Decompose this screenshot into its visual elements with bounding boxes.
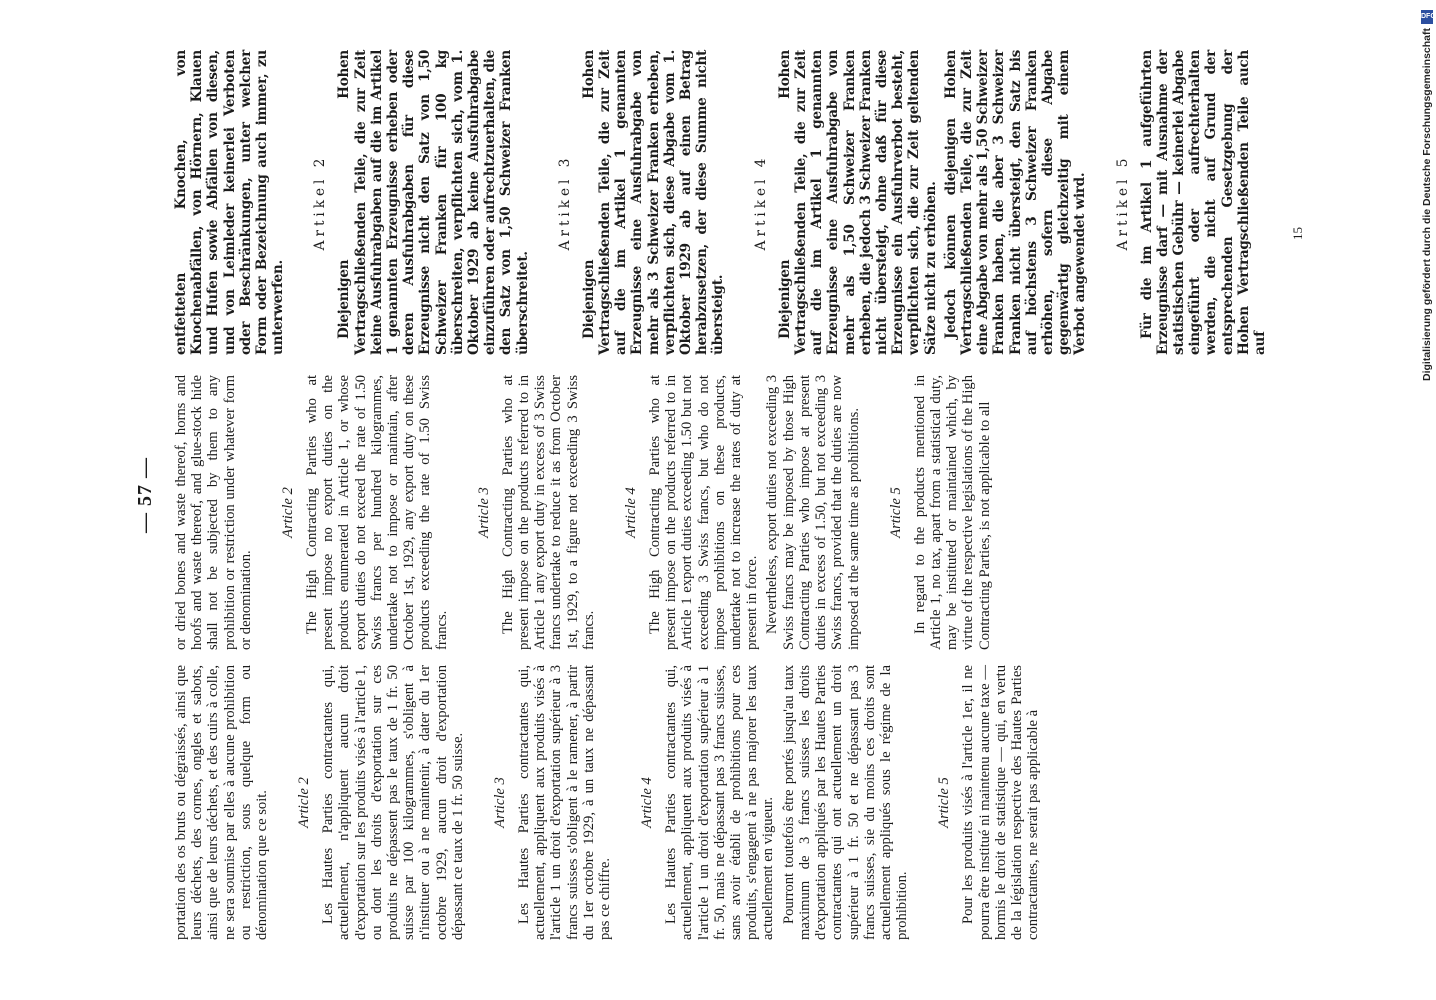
german-column [173, 50, 1308, 355]
english-paragraph: Nevertheless, export duties not exceeding 3 Swiss francs may be imposed by those High Contracting Parties who impose at present duties in excess of 1.50, but not exceeding 3 Swiss francs, provided that the duties are now imposed at the same time as prohibitions. [764, 375, 862, 650]
german-paragraph: Jedoch können diejenigen Hohen Vertragschließenden Teile, die zur Zeit eine Abgabe von mehr als 1,50 Schweizer Franken haben, die aber 3 Schweizer Franken nicht übersteigt, den Satz bis auf höchstens 3 Schweizer Franken erhöhen, sofern diese Abgabe gegenwärtig gleichzeitig mit einem Verbot angewendet wird. [942, 50, 1089, 355]
german-page-number: 15 [1290, 227, 1305, 240]
page-header: — 57 — [134, 457, 156, 533]
english-article-heading: Article 2 [280, 487, 297, 538]
dfg-logo: DFG [1421, 10, 1433, 24]
french-article-heading: Article 2 [296, 777, 313, 828]
french-paragraph: Pour les produits visés à l'article 1er, il ne pourra être institué ni maintenu aucune taxe — hormis le droit de statistique — qui, en vertu de la législation respective des Hautes Parties contractantes, ne serait pas applicable à [960, 665, 1042, 940]
german-article-heading: Artikel 4 [752, 154, 769, 251]
credit-text: Digitalisierung gefördert durch die Deutsche Forschungsgemeinschaft [1421, 28, 1433, 381]
english-column [173, 375, 1308, 650]
german-article-heading: Artikel 5 [1114, 154, 1131, 251]
english-paragraph: The High Contracting Parties who at present impose on the products referred to in Article 1 export duties exceeding 1.50 but not exceeding 3 Swiss francs, but who do not impose prohibitions on these products, undertake not to increase the rates of duty at present in force. [647, 375, 761, 650]
french-article-heading: Article 5 [936, 777, 953, 828]
french-article-heading: Article 3 [492, 777, 509, 828]
french-paragraph: Les Hautes Parties contractantes qui, actuellement, appliquent aux produits visés à l'article 1 un droit d'exportation supérieur à 3 francs suisses s'obligent à le ramener, à partir du 1er octobre 1929, à un taux ne dépassant pas ce chiffre. [516, 665, 614, 940]
english-article-heading: Article 4 [623, 487, 640, 538]
french-paragraph: Les Hautes Parties contractantes qui, actuellement, appliquent aux produits visés à l'article 1 un droit d'exportation supérieur à 1 fr. 50, mais ne dépassant pas 3 francs suisses, sans avoir établi de prohibitions pour ces produits, s'engagent à ne pas majorer les taux actuellement en vigueur. [663, 665, 777, 940]
digitization-credit [1420, 13, 1436, 988]
french-paragraph: Pourront toutefois être portés jusqu'au taux maximum de 3 francs suisses les droits d'exportation appliqués par les Hautes Parties contractantes qui ont actuellement un droit supérieur à 1 fr. 50 et ne dépassant pas 3 francs suisses, sie du moins ces droits sont actuellement appliqués sous le régime de la prohibition. [780, 665, 911, 940]
english-paragraph: The High Contracting Parties who at present impose on the products referred to in Article 1 any export duty in excess of 3 Swiss francs undertake to reduce it as from October 1st, 1929, to a figure not exceeding 3 Swiss francs. [499, 375, 597, 650]
english-paragraph: The High Contracting Parties who at present impose no export duties on the products enumerated in Article 1, or whose export duties do not exceed the rate of 1.50 Swiss francs per hundred kilogrammes, undertake not to impose or maintain, after October 1st, 1929, any export duty on these products exceeding the rate of 1.50 Swiss francs. [304, 375, 450, 650]
french-article-heading: Article 4 [639, 777, 656, 828]
french-paragraph: portation des os bruts ou dégraissés, ainsi que leurs déchets, des cornes, ongles et sabots, ainsi que de leurs déchets, et des cuirs à colle, ne sera soumise par elles à aucune prohibition ou restriction, sous quelque form ou dénomination que ce soit. [173, 665, 271, 940]
german-paragraph: Diejenigen Hohen Vertragschließenden Teile, die zur Zeit keine Ausfuhrabgaben auf die im Artikel 1 genannten Erzeugnisse erheben oder deren Ausfuhrabgaben für diese Erzeugnisse nicht den Satz von 1,50 Schweizer Franken für 100 kg überschreiten, verpflichten sich, vom 1. Oktober 1929 ab keine Ausfuhrabgabe einzuführen oder aufrechtzuerhalten, die den Satz von 1,50 Schweizer Franken überschreitet. [336, 50, 531, 355]
treaty-columns [173, 50, 1308, 940]
german-paragraph: Diejenigen Hohen Vertragschließenden Teile, die zur Zeit auf die im Artikel 1 genannten Erzeugnisse eine Ausfuhrabgabe von mehr als 1,50 Schweizer Franken erheben, die jedoch 3 Schweizer Franken nicht übersteigt, ohne daß für diese Erzeugnisse ein Ausfuhrverbot besteht, verpflichten sich, die zur Zeit geltenden Sätze nicht zu erhöhen. [776, 50, 939, 355]
german-article-heading: Artikel 2 [312, 154, 329, 251]
german-paragraph: Für die im Artikel 1 aufgeführten Erzeugnisse darf — mit Ausnahme der statistischen Gebühr — keinerlei Abgabe eingeführt oder aufrechterhalten werden, die nicht auf Grund der entsprechenden Gesetzgebung der Hohen Vertragschließenden Teile auch auf [1138, 50, 1268, 355]
german-paragraph: entfetteten Knochen, von Knochenabfällen, von Hörnern, Klauen und Hufen sowie Abfällen von diesen, und von Leimleder keinerlei Verboten oder Beschränkungen, unter welcher Form oder Bezeichnung auch immer, zu unterwerfen. [173, 50, 287, 355]
english-paragraph: or dried bones and waste thereof, horns and hoofs and waste thereof, and glue-stock hide shall not be subjected by them to any prohibition or restriction under whatever form or denomination. [173, 375, 254, 650]
french-column [173, 665, 1308, 940]
german-paragraph: Diejenigen Hohen Vertragschließenden Teile, die zur Zeit auf die im Artikel 1 genannten Erzeugnisse eine Ausfuhrabgabe von mehr als 3 Schweizer Franken erheben, verpflichten sich, diese Abgabe vom 1. Oktober 1929 ab auf einen Betrag herabzusetzen, der diese Summe nicht übersteigt. [580, 50, 727, 355]
english-paragraph: In regard to the products mentioned in Article 1, no tax, apart from a statistical duty, may be instituted or maintained which, by virtue of the respective legislations of the High Contracting Parties, is not applicable to all [911, 375, 993, 650]
french-paragraph: Les Hautes Parties contractantes qui, actuellement, n'appliquent aucun droit d'exportation sur les produits visés à l'article 1, ou dont les droits d'exportation sur ces produits ne dépassent pas le taux de 1 fr. 50 suisse par 100 kilogrammes, s'obligent à n'instituer ou à ne maintenir, à dater du 1er octobre 1929, aucun droit d'exportation dépassant ce taux de 1 fr. 50 suisse. [320, 665, 466, 940]
english-article-heading: Article 5 [887, 487, 904, 538]
scanned-page [125, 50, 1305, 940]
english-article-heading: Article 3 [475, 487, 492, 538]
german-article-heading: Artikel 3 [556, 154, 573, 251]
